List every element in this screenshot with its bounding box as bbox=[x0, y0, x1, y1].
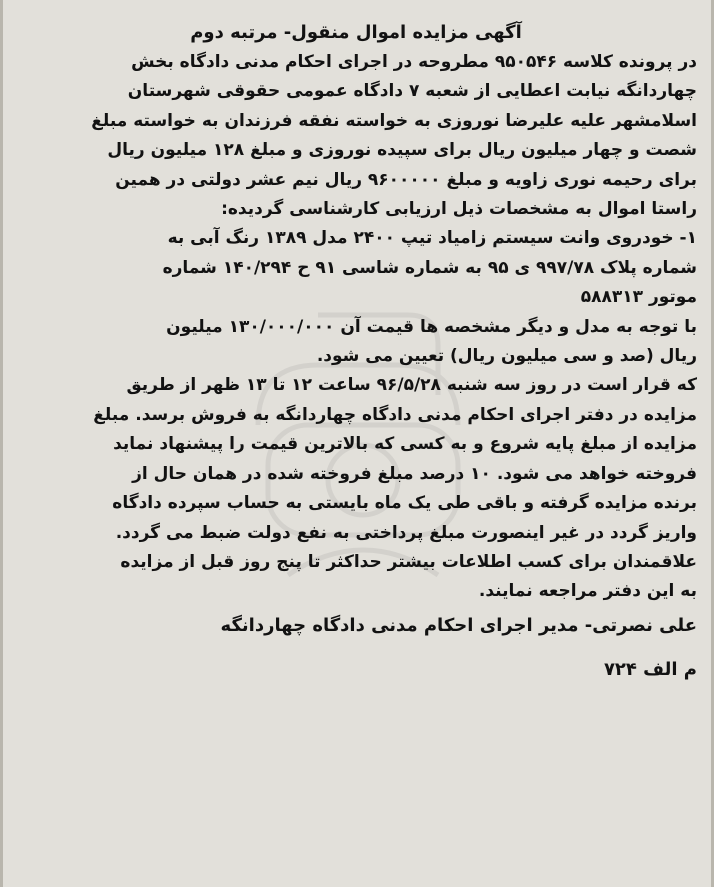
notice-line: که قرار است در روز سه شنبه ۹۶/۵/۲۸ ساعت ۱۲ تا ۱۳ ظهر از طریق bbox=[126, 375, 697, 396]
notice-line: علاقمندان برای کسب اطلاعات بیشتر حداکثر تا پنج روز قبل از مزایده bbox=[120, 551, 697, 572]
notice-reference: م الف ۷۲۴ bbox=[603, 658, 697, 680]
notice-line: شصت و چهار میلیون ریال برای سپیده نوروزی و مبلغ ۱۲۸ میلیون ریال bbox=[107, 140, 697, 161]
notice-line: مزایده از مبلغ پایه شروع و به کسی که بالاترین قیمت را پیشنهاد نماید bbox=[113, 434, 697, 455]
notice-line: در پرونده کلاسه ۹۵۰۵۴۶ مطروحه در اجرای احکام مدنی دادگاه بخش bbox=[131, 52, 697, 72]
notice-line: چهاردانگه نیابت اعطایی از شعبه ۷ دادگاه عمومی حقوقی شهرستان bbox=[127, 81, 697, 102]
notice-line: موتور ۵۸۸۳۱۳ bbox=[580, 287, 697, 308]
notice-line: ۱- خودروی وانت سیستم زامیاد تیپ ۲۴۰۰ مدل ۱۳۸۹ رنگ آبی به bbox=[167, 228, 697, 249]
notice-line: با توجه به مدل و دیگر مشخصه ها قیمت آن ۱۳۰/۰۰۰/۰۰۰ میلیون bbox=[166, 316, 697, 337]
notice-title: آگهی مزایده اموال منقول- مرتبه دوم bbox=[190, 22, 522, 43]
notice-line: شماره پلاک ۹۹۷/۷۸ ی ۹۵ به شماره شاسی ۹۱ ح ۱۴۰/۲۹۴ شماره bbox=[162, 257, 697, 278]
notice-line: فروخته خواهد می شود. ۱۰ درصد مبلغ فروخته شده در همان حال از bbox=[132, 463, 697, 484]
notice-line: ریال (صد و سی میلیون ریال) تعیین می شود. bbox=[316, 346, 697, 367]
notice-line: راستا اموال به مشخصات ذیل ارزیابی کارشناسی گردیده: bbox=[221, 199, 697, 220]
notice-line: مزایده در دفتر اجرای احکام مدنی دادگاه چهاردانگه به فروش برسد. مبلغ bbox=[93, 404, 697, 425]
notice-line: واریز گردد در غیر اینصورت مبلغ پرداختی به نفع دولت ضبط می گردد. bbox=[115, 522, 697, 543]
notice-signature: علی نصرتی- مدیر اجرای احکام مدنی دادگاه چهاردانگه bbox=[220, 614, 697, 636]
notice-line: برنده مزایده گرفته و باقی طی یک ماه بایستی به حساب سپرده دادگاه bbox=[112, 493, 697, 514]
notice-line: به این دفتر مراجعه نمایند. bbox=[478, 581, 697, 602]
notice-body bbox=[15, 48, 697, 607]
notice-article bbox=[3, 0, 711, 685]
notice-line: برای رحیمه نوری زاویه و مبلغ ۹۶۰۰۰۰۰ ریال نیم عشر دولتی در همین bbox=[115, 169, 697, 190]
notice-line: اسلامشهر علیه علیرضا نوروزی به خواسته نفقه فرزندان به خواسته مبلغ bbox=[91, 110, 697, 131]
